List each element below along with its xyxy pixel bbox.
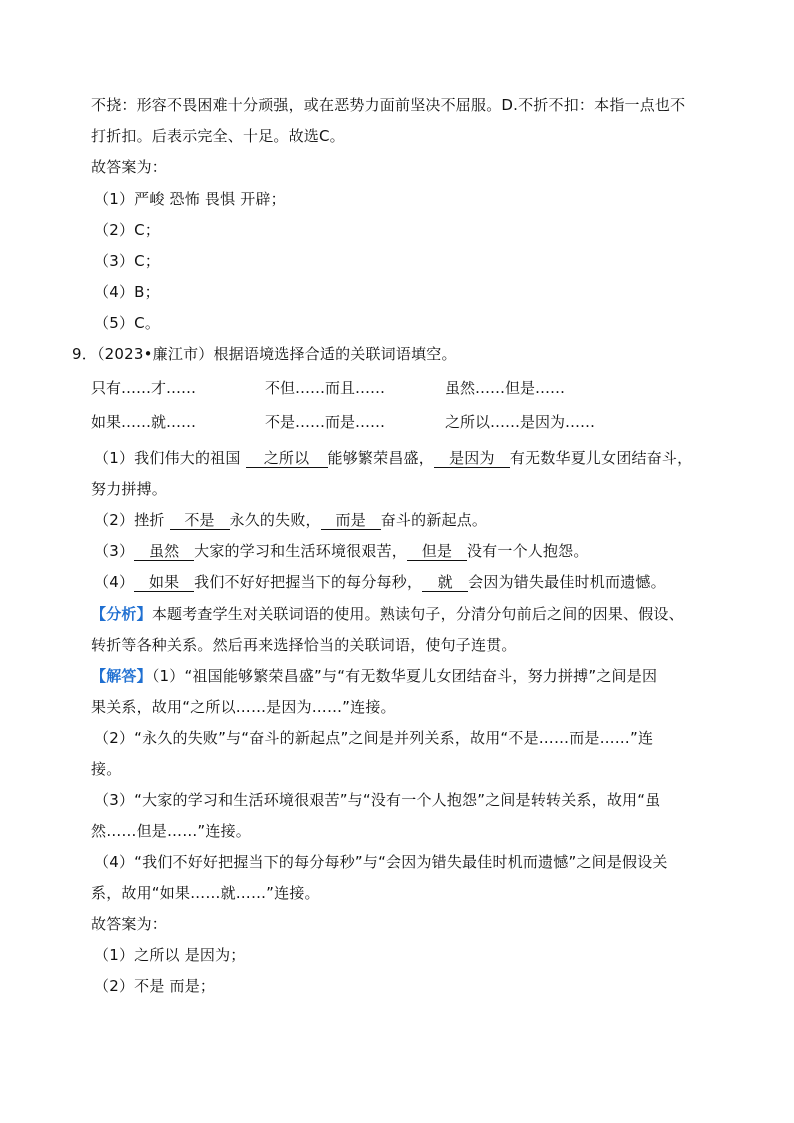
option-word-5: 不是……而是……	[265, 413, 386, 431]
option-word-1: 只有……才……	[91, 379, 197, 397]
option-word-6: 之所以……是因为……	[445, 413, 596, 431]
question-source: （2023•廉江市）	[96, 345, 214, 363]
solution-tag: 【解答】	[91, 667, 152, 685]
blank-3-2: 但是	[407, 542, 467, 561]
prev-answer-2: （2）C；	[94, 221, 161, 239]
fill-item-2: （2）挫折 不是 永久的失败， 而是 奋斗的新起点。	[94, 511, 488, 529]
question-number: 9．	[72, 345, 97, 363]
blank-2-2: 而是	[321, 511, 381, 530]
q9-answer-1: （1）之所以 是因为；	[94, 946, 246, 964]
solution-line-6: 然……但是……”连接。	[91, 822, 251, 840]
prev-explanation-line-1: 不挠：形容不畏困难十分顽强，或在恶势力面前坚决不屈服。D.不折不扣：本指一点也不	[91, 96, 686, 114]
blank-3-1: 虽然	[134, 542, 194, 561]
prev-answer-label: 故答案为：	[91, 158, 168, 176]
option-word-4: 如果……就……	[91, 413, 197, 431]
prev-answer-3: （3）C；	[94, 252, 161, 270]
solution-line-8: 系，故用“如果……就……”连接。	[91, 884, 320, 902]
analysis-line-2: 转折等各种关系。然后再来选择恰当的关联词语，使句子连贯。	[91, 636, 517, 654]
blank-1-1: 之所以	[246, 449, 328, 468]
question-9-header	[72, 344, 457, 364]
option-word-3: 虽然……但是……	[445, 379, 566, 397]
q9-answer-label: 故答案为：	[91, 915, 168, 933]
option-word-2: 不但……而且……	[265, 379, 386, 397]
q9-answer-2: （2）不是 而是；	[94, 977, 216, 995]
solution-line-3: （2）“永久的失败”与“奋斗的新起点”之间是并列关系，故用“不是……而是……”连	[94, 729, 654, 747]
solution-line-5: （3）“大家的学习和生活环境很艰苦”与“没有一个人抱怨”之间是转转关系，故用“虽	[94, 791, 661, 809]
prev-answer-4: （4）B；	[94, 283, 160, 301]
prev-explanation-line-2: 打折扣。后表示完全、十足。故选C。	[91, 127, 345, 145]
fill-item-3: （3） 虽然 大家的学习和生活环境很艰苦， 但是 没有一个人抱怨。	[94, 542, 589, 560]
blank-4-2: 就	[422, 573, 468, 592]
prev-answer-5: （5）C。	[94, 314, 161, 332]
solution-line-1: 【解答】（1）“祖国能够繁荣昌盛”与“有无数华夏儿女团结奋斗，努力拼搏”之间是因	[91, 667, 658, 685]
blank-1-2: 是因为	[434, 449, 510, 468]
solution-line-2: 果关系，故用“之所以……是因为……”连接。	[91, 698, 396, 716]
analysis-tag: 【分析】	[91, 605, 152, 623]
solution-line-4: 接。	[91, 760, 122, 778]
blank-2-1: 不是	[170, 511, 230, 530]
fill-item-4: （4） 如果 我们不好好把握当下的每分每秒， 就 会因为错失最佳时机而遗憾。	[94, 573, 666, 591]
blank-4-1: 如果	[134, 573, 194, 592]
solution-line-7: （4）“我们不好好把握当下的每分每秒”与“会因为错失最佳时机而遗憾”之间是假设关	[94, 853, 668, 871]
analysis-line-1: 【分析】本题考查学生对关联词语的使用。熟读句子，分清分句前后之间的因果、假设、	[91, 605, 684, 623]
question-stem: 根据语境选择合适的关联词语填空。	[213, 345, 457, 363]
prev-answer-1: （1）严峻 恐怖 畏惧 开辟；	[94, 190, 286, 208]
fill-item-1: （1）我们伟大的祖国 之所以 能够繁荣昌盛， 是因为 有无数华夏儿女团结奋斗，	[94, 449, 693, 467]
fill-item-1-cont: 努力拼搏。	[91, 480, 168, 498]
